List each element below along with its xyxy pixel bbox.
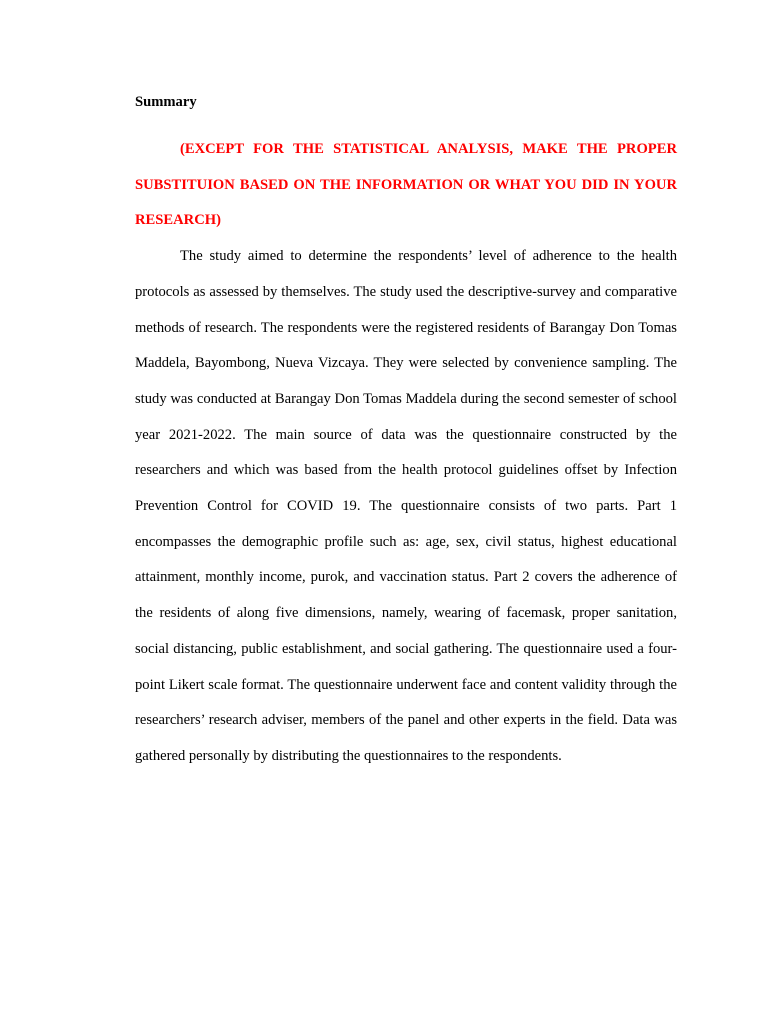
summary-heading: Summary <box>135 94 197 110</box>
summary-body-paragraph: The study aimed to determine the respondents’ level of adherence to the health protocols as assessed by themselves. The study used the descriptive-survey and comparative methods of research. The respondents were the registered residents of Barangay Don Tomas Maddela, Bayombong, Nueva Vizcaya. They were selected by convenience sampling. The study was conducted at Barangay Don Tomas Maddela during the second semester of school year 2021-2022. The main source of data was the questionnaire constructed by the researchers and which was based from the health protocol guidelines offset by Infection Prevention Control for COVID 19. The questionnaire consists of two parts. Part 1 encompasses the demographic profile such as: age, sex, civil status, highest educational attainment, monthly income, purok, and vaccination status. Part 2 covers the adherence of the residents of along five dimensions, namely, wearing of facemask, proper sanitation, social distancing, public establishment, and social gathering. The questionnaire used a four-point Likert scale format. The questionnaire underwent face and content validity through the researchers’ research adviser, members of the panel and other experts in the field. Data was gathered personally by distributing the questionnaires to the respondents. <box>135 248 677 764</box>
instruction-note: (EXCEPT FOR THE STATISTICAL ANALYSIS, MAKE THE PROPER SUBSTITUION BASED ON THE INFORMATION OR WHAT YOU DID IN YOUR RESEARCH) <box>135 141 677 229</box>
document-content <box>135 84 677 775</box>
